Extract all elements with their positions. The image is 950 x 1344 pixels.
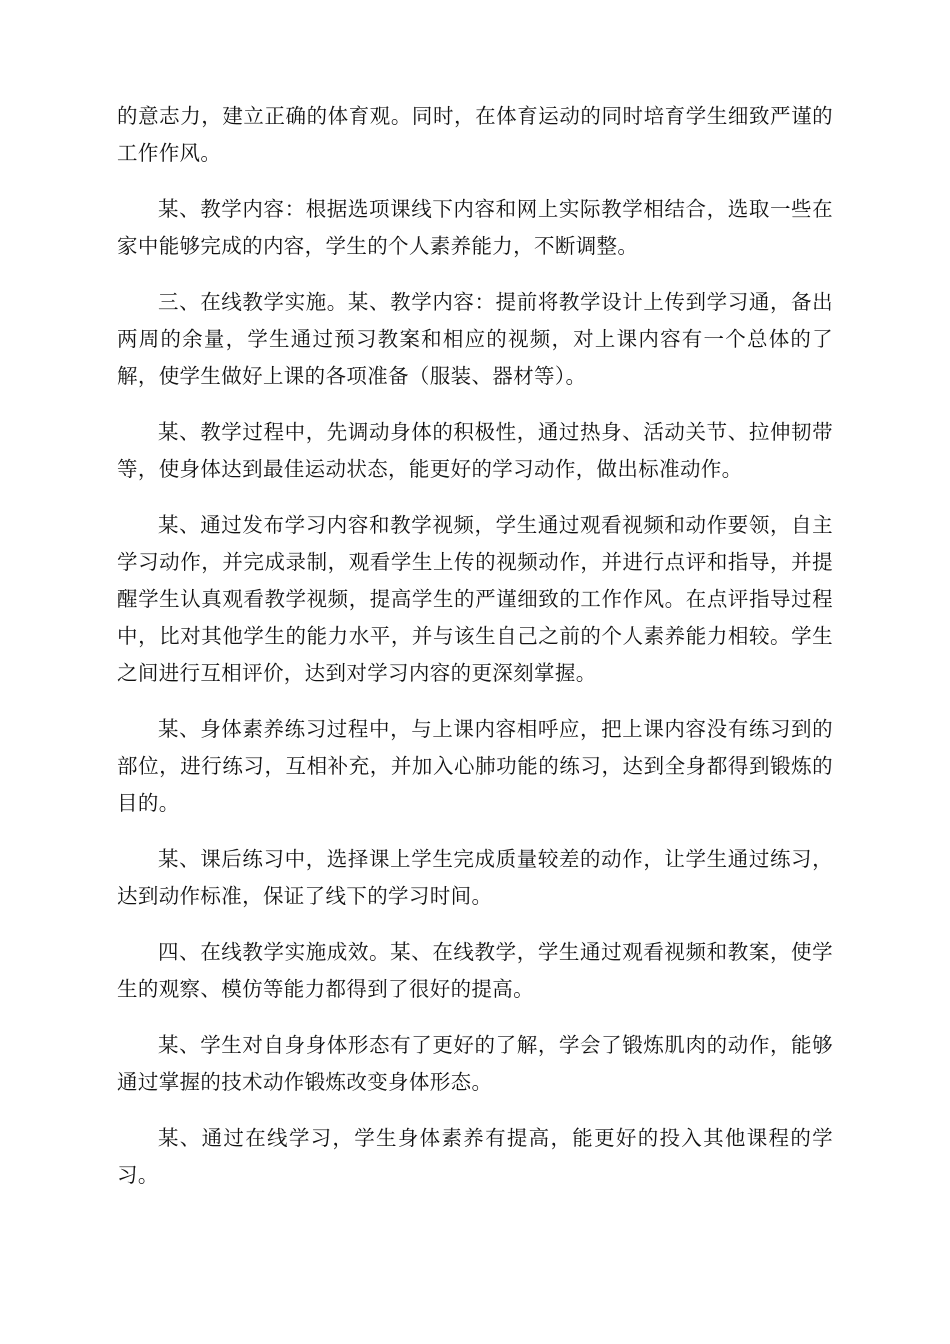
paragraph-1: 的意志力，建立正确的体育观。同时，在体育运动的同时培育学生细致严谨的工作作风。 — [117, 104, 833, 165]
paragraph-5: 某、通过发布学习内容和教学视频，学生通过观看视频和动作要领，自主学习动作，并完成录制，观看学生上传的视频动作，并进行点评和指导，并提醒学生认真观看教学视频，提高学生的严谨细致的工作作风。在点评指导过程中，比对其他学生的能力水平，并与该生自己之前的个人素养能力相较。学生之间进行互相评价，达到对学习内容的更深刻掌握。 — [117, 513, 833, 685]
paragraph-10: 某、通过在线学习，学生身体素养有提高，能更好的投入其他课程的学习。 — [117, 1126, 833, 1187]
document-body — [117, 98, 833, 1213]
paragraph-4: 某、教学过程中，先调动身体的积极性，通过热身、活动关节、拉伸韧带等，使身体达到最佳运动状态，能更好的学习动作，做出标准动作。 — [117, 420, 833, 481]
paragraph-6: 某、身体素养练习过程中，与上课内容相呼应，把上课内容没有练习到的部位，进行练习，互相补充，并加入心肺功能的练习，达到全身都得到锻炼的目的。 — [117, 717, 833, 815]
paragraph-8: 四、在线教学实施成效。某、在线教学，学生通过观看视频和教案，使学生的观察、模仿等能力都得到了很好的提高。 — [117, 940, 833, 1001]
paragraph-7: 某、课后练习中，选择课上学生完成质量较差的动作，让学生通过练习，达到动作标准，保证了线下的学习时间。 — [117, 847, 833, 908]
paragraph-9: 某、学生对自身身体形态有了更好的了解，学会了锻炼肌肉的动作，能够通过掌握的技术动作锻炼改变身体形态。 — [117, 1033, 833, 1094]
paragraph-3: 三、在线教学实施。某、教学内容：提前将教学设计上传到学习通，备出两周的余量，学生通过预习教案和相应的视频，对上课内容有一个总体的了解，使学生做好上课的各项准备（服装、器材等）。 — [117, 290, 833, 388]
paragraph-2: 某、教学内容：根据选项课线下内容和网上实际教学相结合，选取一些在家中能够完成的内容，学生的个人素养能力，不断调整。 — [117, 197, 833, 258]
